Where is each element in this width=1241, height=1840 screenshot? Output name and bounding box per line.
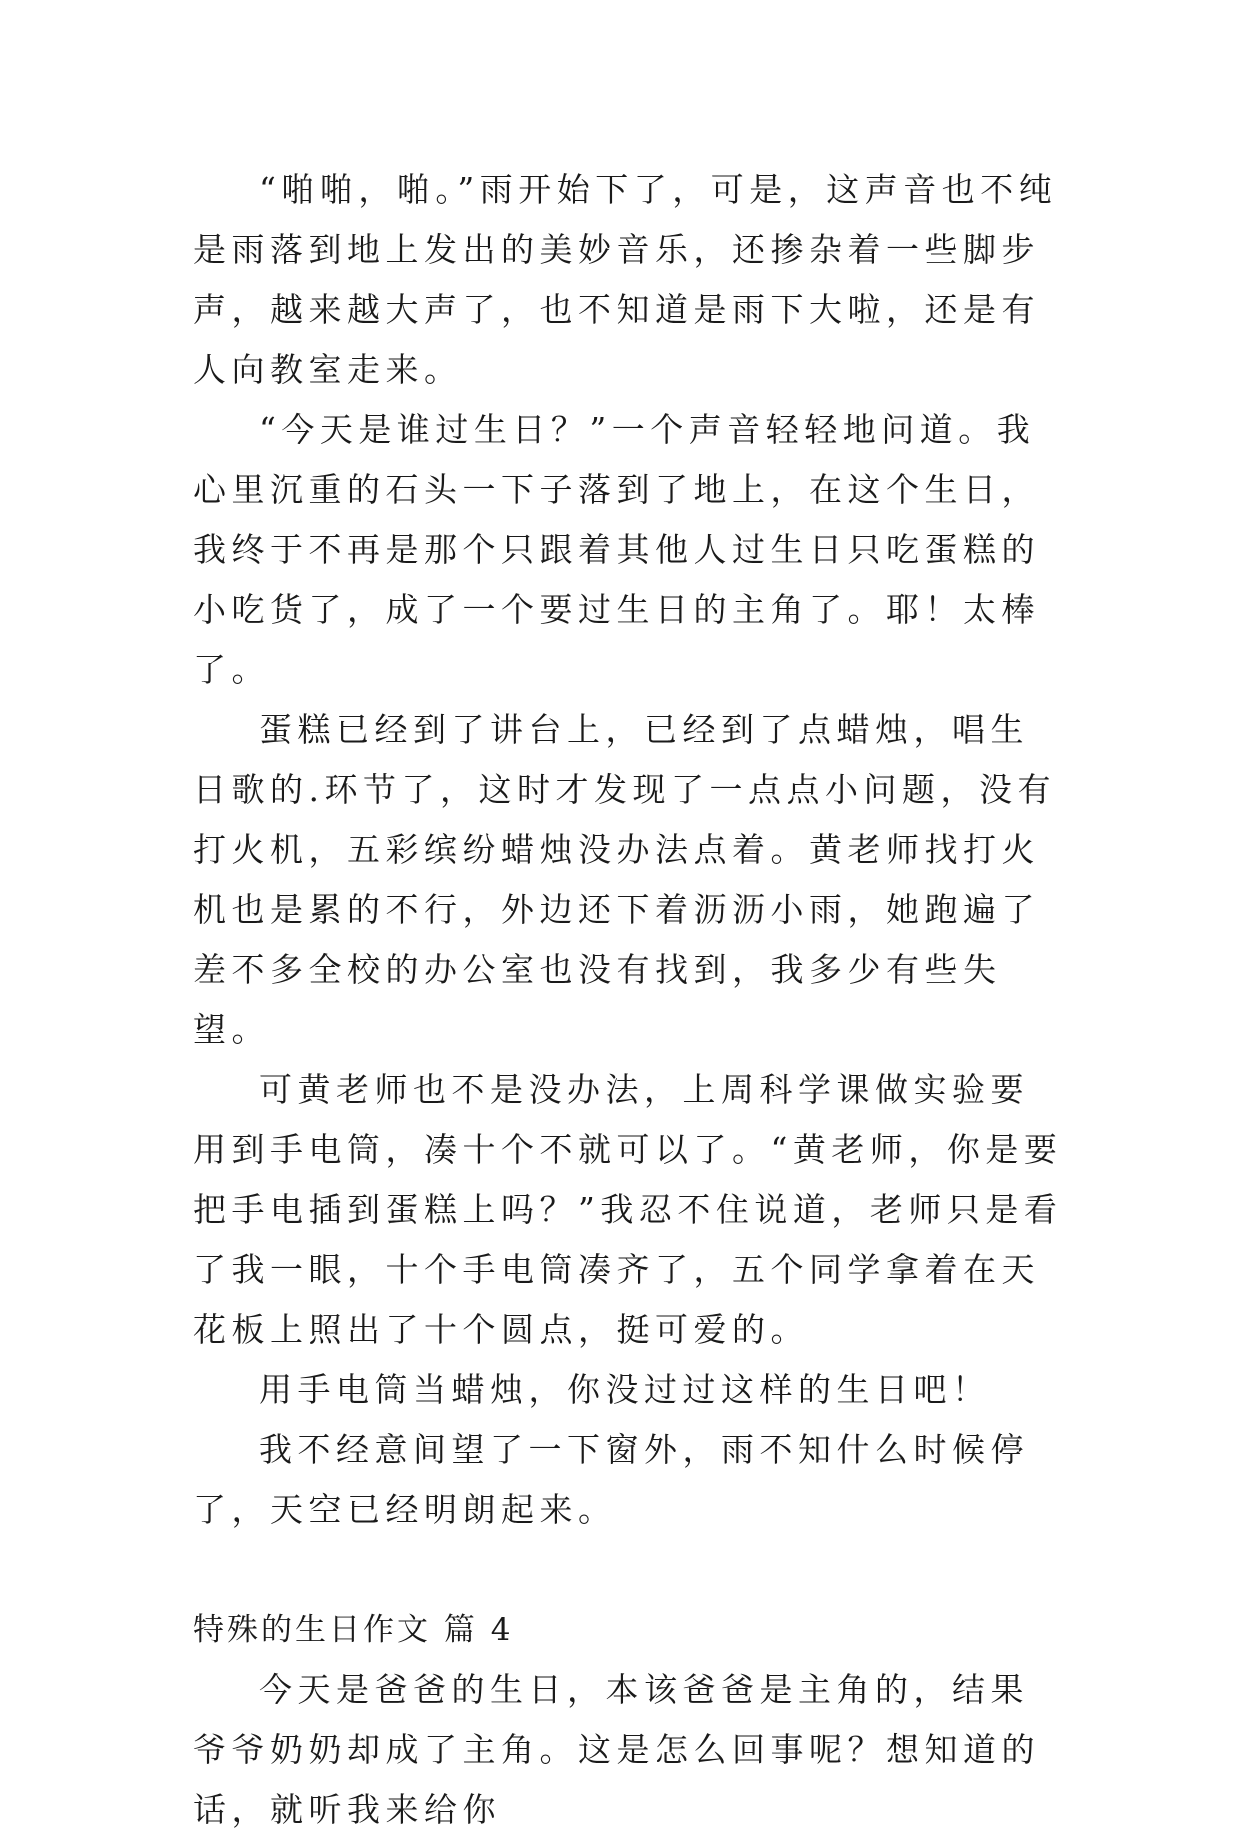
paragraph-sky-clears: 我不经意间望了一下窗外，雨不知什么时候停了，天空已经明朗起来。 [193, 1430, 1029, 1529]
paragraph-flashlight-candles: 用手电筒当蜡烛，你没过过这样的生日吧！ [259, 1370, 991, 1409]
paragraph-rain-sound: “啪啪，啪。”雨开始下了，可是，这声音也不纯是雨落到地上发出的美妙音乐，还掺杂着一些脚步声，越来越大声了，也不知道是雨下大啦，还是有人向教室走来。 [193, 170, 1058, 389]
section-spacer [193, 1540, 1063, 1600]
section-heading: 特殊的生日作文 篇 4 [193, 1612, 514, 1648]
paragraph-flashlights: 可黄老师也不是没办法，上周科学课做实验要用到手电筒，凑十个不就可以了。“黄老师，你是要把手电插到蛋糕上吗？”我忍不住说道，老师只是看了我一眼，十个手电筒凑齐了，五个同学拿着在天花板上照出了十个圆点，挺可爱的。 [193, 1070, 1063, 1349]
paragraph-dad-birthday: 今天是爸爸的生日，本该爸爸是主角的，结果爷爷奶奶却成了主角。这是怎么回事呢？想知道的话，就听我来给你 [193, 1670, 1040, 1829]
paragraph-whose-birthday: “今天是谁过生日？”一个声音轻轻地问道。我心里沉重的石头一下子落到了地上，在这个生日，我终于不再是那个只跟着其他人过生日只吃蛋糕的小吃货了，成了一个要过生日的主角了。耶！太棒了。 [193, 410, 1040, 689]
paragraph-no-lighter: 蛋糕已经到了讲台上，已经到了点蜡烛，唱生日歌的.环节了，这时才发现了一点点小问题，没有打火机，五彩缤纷蜡烛没办法点着。黄老师找打火机也是累的不行，外边还下着沥沥小雨，她跑遍了差不多全校的办公室也没有找到，我多少有些失望。 [193, 710, 1056, 1049]
document-body [193, 160, 1063, 1840]
